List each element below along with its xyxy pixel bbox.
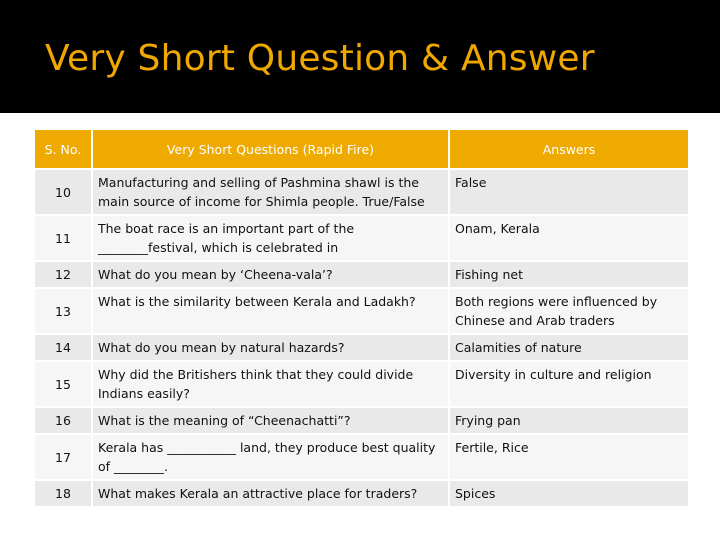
table-row [35,408,688,433]
row-answer: Fertile, Rice [450,435,688,479]
qa-table [33,128,690,508]
row-answer: False [450,170,688,214]
row-number: 18 [35,481,91,506]
header-answer: Answers [450,130,688,168]
row-number: 13 [35,289,91,333]
row-number: 17 [35,435,91,479]
row-answer: Spices [450,481,688,506]
row-answer: Diversity in culture and religion [450,362,688,406]
table-row [35,481,688,506]
row-question: Why did the Britishers think that they could divide Indians easily? [93,362,448,406]
row-number: 12 [35,262,91,287]
row-number: 11 [35,216,91,260]
row-question: Kerala has ___________ land, they produce best quality of ________. [93,435,448,479]
row-answer: Fishing net [450,262,688,287]
table-row [35,262,688,287]
row-question: What do you mean by ‘Cheena-vala’? [93,262,448,287]
table-row [35,216,688,260]
table-row [35,435,688,479]
row-question: The boat race is an important part of the ________festival, which is celebrated in [93,216,448,260]
table-row [35,335,688,360]
row-answer: Frying pan [450,408,688,433]
table-row [35,170,688,214]
header-question: Very Short Questions (Rapid Fire) [93,130,448,168]
header-sno: S. No. [35,130,91,168]
slide-title: Very Short Question & Answer [45,38,595,79]
table-row [35,362,688,406]
row-question: What makes Kerala an attractive place for traders? [93,481,448,506]
row-answer: Onam, Kerala [450,216,688,260]
table-header-row [35,130,688,168]
table-row [35,289,688,333]
row-number: 14 [35,335,91,360]
row-number: 16 [35,408,91,433]
row-question: What is the similarity between Kerala and Ladakh? [93,289,448,333]
title-bar [0,0,720,113]
row-question: Manufacturing and selling of Pashmina shawl is the main source of income for Shimla people. True/False [93,170,448,214]
row-number: 15 [35,362,91,406]
row-answer: Calamities of nature [450,335,688,360]
row-answer: Both regions were influenced by Chinese and Arab traders [450,289,688,333]
row-question: What do you mean by natural hazards? [93,335,448,360]
row-question: What is the meaning of “Cheenachatti”? [93,408,448,433]
row-number: 10 [35,170,91,214]
